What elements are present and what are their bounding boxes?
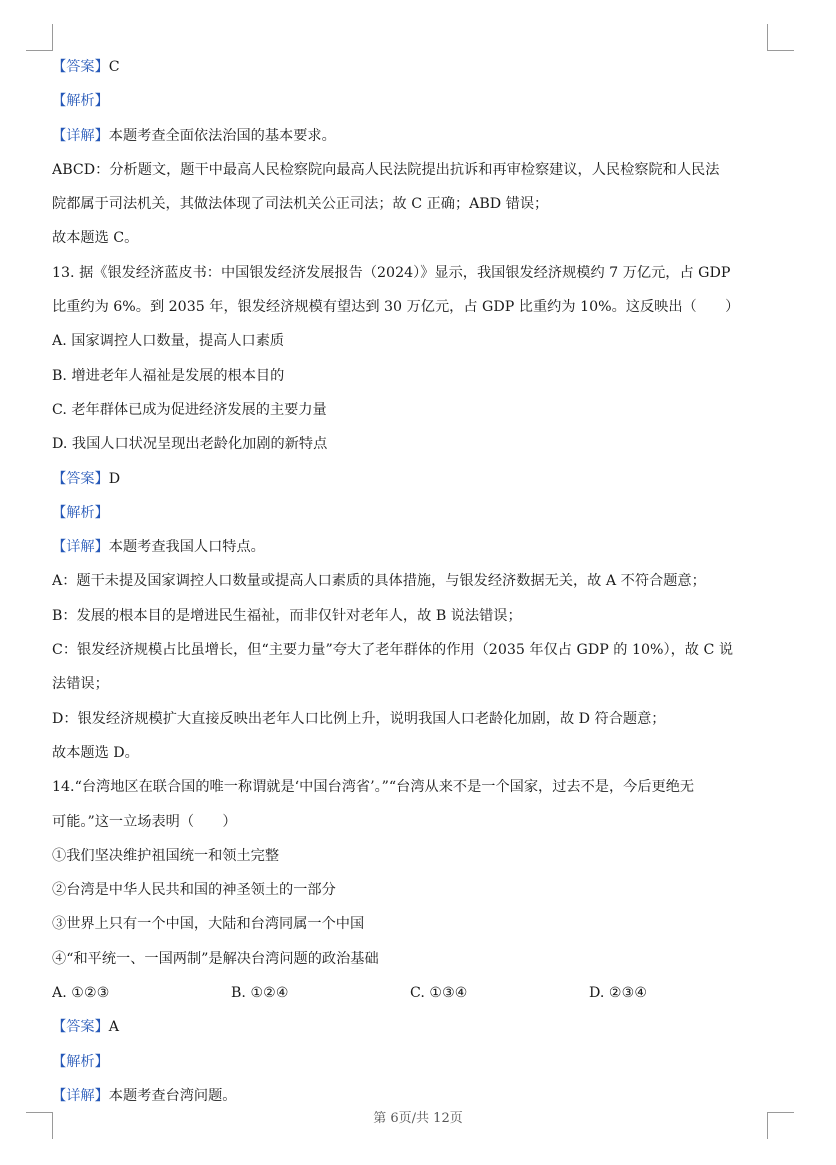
text-line xyxy=(52,359,772,393)
text-line xyxy=(52,633,772,667)
text-line xyxy=(52,736,772,770)
line-text: B. 增进老年人福祉是发展的根本目的 xyxy=(52,367,285,384)
text-line xyxy=(52,942,772,976)
line-text: ③世界上只有一个中国，大陆和台湾同属一个中国 xyxy=(52,916,365,933)
text-line xyxy=(52,702,772,736)
text-line xyxy=(52,221,772,255)
text-line xyxy=(52,1045,772,1079)
section-label: 【答案】 xyxy=(52,1019,109,1036)
line-text: ①我们坚决维护祖国统一和领土完整 xyxy=(52,847,280,864)
section-label: 【解析】 xyxy=(52,504,109,521)
text-line xyxy=(52,50,772,84)
line-text: A. 国家调控人口数量，提高人口素质 xyxy=(52,333,285,350)
line-text: 本题考查台湾问题。 xyxy=(108,1087,237,1104)
option-b: B. ①②④ xyxy=(231,985,289,1002)
text-line xyxy=(52,667,772,701)
line-text: D. 我国人口状况呈现出老龄化加剧的新特点 xyxy=(52,436,328,453)
section-label: 【解析】 xyxy=(52,1053,109,1070)
section-label: 【答案】 xyxy=(52,470,109,487)
option-d: D. ②③④ xyxy=(589,985,648,1002)
option-c: C. ①③④ xyxy=(410,985,468,1002)
line-text: C：银发经济规模占比虽增长，但“主要力量”夸大了老年群体的作用（2035 年仅占 GDP 的 10%），故 C 说 xyxy=(52,642,734,659)
line-text: ②台湾是中华人民共和国的神圣领土的一部分 xyxy=(52,882,336,899)
line-text: ④“和平统一、一国两制”是解决台湾问题的政治基础 xyxy=(52,950,379,967)
text-line xyxy=(52,564,772,598)
text-line xyxy=(52,427,772,461)
line-text: 法错误； xyxy=(52,676,109,693)
line-text: D：银发经济规模扩大直接反映出老年人口比例上升，说明我国人口老龄化加剧，故 D 符合题意； xyxy=(52,710,666,727)
line-text: A xyxy=(108,1019,120,1036)
line-text: 本题考查我国人口特点。 xyxy=(108,539,265,556)
page-footer: 第 6页/共 12页 xyxy=(373,1111,463,1126)
line-text: 比重约为 6%。到 2035 年，银发经济规模有望达到 30 万亿元，占 GDP 比重约为 10%。这反映出（ ） xyxy=(52,299,740,316)
section-label: 【详解】 xyxy=(52,127,109,144)
line-text: C xyxy=(108,59,120,75)
text-line xyxy=(52,393,772,427)
text-line xyxy=(52,462,772,496)
text-line xyxy=(52,770,772,804)
line-text: 故本题选 D。 xyxy=(52,744,139,761)
section-label: 【详解】 xyxy=(52,539,109,556)
text-line xyxy=(52,839,772,873)
line-text: ABCD：分析题文，题干中最高人民检察院向最高人民法院提出抗诉和再审检察建议，人民检察院和人民法 xyxy=(52,161,720,178)
line-text: 13. 据《银发经济蓝皮书：中国银发经济发展报告（2024）》显示，我国银发经济规模约 7 万亿元，占 GDP xyxy=(52,264,731,281)
text-line xyxy=(52,496,772,530)
text-line xyxy=(52,187,772,221)
text-line xyxy=(52,873,772,907)
line-text: A：题干未提及国家调控人口数量或提高人口素质的具体措施，与银发经济数据无关，故 A 不符合题意； xyxy=(52,573,706,590)
text-line xyxy=(52,324,772,358)
question-14-options xyxy=(52,976,772,1010)
section-label: 【答案】 xyxy=(52,59,109,75)
text-line xyxy=(52,84,772,118)
text-line xyxy=(52,290,772,324)
question-lines xyxy=(52,50,772,976)
line-text: C. 老年群体已成为促进经济发展的主要力量 xyxy=(52,401,327,418)
text-line xyxy=(52,805,772,839)
crop-mark-top-right xyxy=(767,24,794,51)
text-line xyxy=(52,1010,772,1044)
answer-lines xyxy=(52,1010,772,1113)
section-label: 【详解】 xyxy=(52,1087,109,1104)
text-line xyxy=(52,530,772,564)
line-text: 院都属于司法机关，其做法体现了司法机关公正司法；故 C 正确；ABD 错误； xyxy=(52,196,549,213)
text-line xyxy=(52,907,772,941)
line-text: 故本题选 C。 xyxy=(52,230,139,247)
crop-mark-top-left xyxy=(26,24,53,51)
option-a: A. ①②③ xyxy=(52,985,110,1002)
line-text: B：发展的根本目的是增进民生福祉，而非仅针对老年人，故 B 说法错误； xyxy=(52,607,522,624)
line-text: 14.“台湾地区在联合国的唯一称谓就是‘中国台湾省’。”“台湾从来不是一个国家，过去不是，今后更绝无 xyxy=(52,779,695,796)
line-text: D xyxy=(108,470,121,487)
section-label: 【解析】 xyxy=(52,93,109,110)
text-line xyxy=(52,119,772,153)
text-line xyxy=(52,153,772,187)
document-body xyxy=(52,50,772,1113)
text-line xyxy=(52,599,772,633)
line-text: 可能。”这一立场表明（ ） xyxy=(52,813,237,830)
text-line xyxy=(52,256,772,290)
line-text: 本题考查全面依法治国的基本要求。 xyxy=(108,127,336,144)
